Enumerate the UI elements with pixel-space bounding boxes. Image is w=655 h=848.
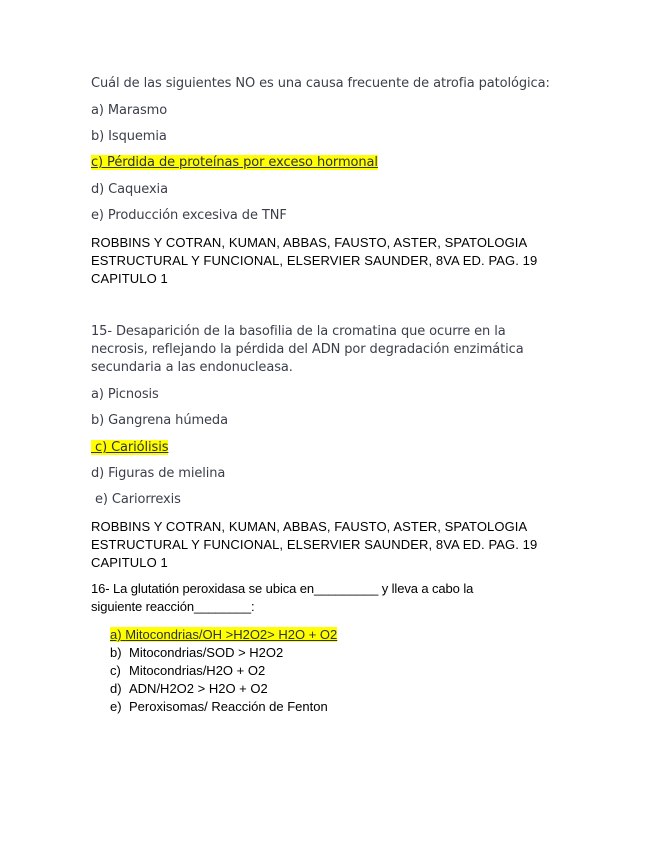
question-14-text: Cuál de las siguientes NO es una causa frecuente de atrofia patológica: [91,76,550,91]
question-15-line-3: secundaria a las endonucleasa. [91,360,293,375]
q16-option-c [110,662,265,680]
question-16-line-2: siguiente reacción________: [91,599,255,614]
q14-option-e: e) Producción excesiva de TNF [91,208,287,223]
q16-option-d [110,680,268,698]
q15-option-a: a) Picnosis [91,387,159,402]
q15-option-c-answer [91,439,168,457]
q16-option-d-marker: d) [110,681,122,696]
q14-option-d: d) Caquexia [91,182,168,197]
q14-option-b: b) Isquemia [91,129,167,144]
q14-reference-line-2: ESTRUCTURAL Y FUNCIONAL, ELSERVIER SAUNDER, 8VA ED. PAG. 19 [91,253,538,268]
q16-option-b-marker: b) [110,645,122,660]
q14-option-c-answer [91,154,378,172]
highlighted-answer: c) Cariólisis [91,440,169,455]
q16-option-e-marker: e) [110,699,122,714]
q16-option-a-answer [110,626,337,644]
question-16-line-1: 16- La glutatión peroxidasa se ubica en_________ y lleva a cabo la [91,581,474,596]
q16-option-b-text: Mitocondrias/SOD > H2O2 [129,645,284,660]
q15-reference-line-2: ESTRUCTURAL Y FUNCIONAL, ELSERVIER SAUNDER, 8VA ED. PAG. 19 [91,537,538,552]
q15-reference-line-3: CAPITULO 1 [91,555,168,570]
question-15-line-2: necrosis, reflejando la pérdida del ADN por degradación enzimática [91,342,524,357]
q14-reference-line-1: ROBBINS Y COTRAN, KUMAN, ABBAS, FAUSTO, ASTER, SPATOLOGIA [91,235,528,250]
highlighted-answer: c) Pérdida de proteínas por exceso hormonal [91,155,378,170]
q15-reference-line-1: ROBBINS Y COTRAN, KUMAN, ABBAS, FAUSTO, ASTER, SPATOLOGIA [91,519,528,534]
q14-option-a: a) Marasmo [91,103,168,118]
q15-option-e: e) Cariorrexis [91,492,181,507]
q16-option-d-text: ADN/H2O2 > H2O + O2 [129,681,268,696]
q16-option-a-marker: a) [110,627,122,642]
highlighted-answer [110,627,337,642]
q16-option-e-text: Peroxisomas/ Reacción de Fenton [129,699,328,714]
q16-option-c-marker: c) [110,663,121,678]
q16-option-c-text: Mitocondrias/H2O + O2 [129,663,266,678]
q16-option-a-text: Mitocondrias/OH >H2O2> H2O + O2 [125,627,338,642]
q16-option-b [110,644,283,662]
q15-option-d: d) Figuras de mielina [91,466,226,481]
question-15-line-1: 15- Desaparición de la basofilia de la cromatina que ocurre en la [91,324,506,339]
q15-option-b: b) Gangrena húmeda [91,413,228,428]
q16-option-e [110,698,328,716]
q14-reference-line-3: CAPITULO 1 [91,271,168,286]
